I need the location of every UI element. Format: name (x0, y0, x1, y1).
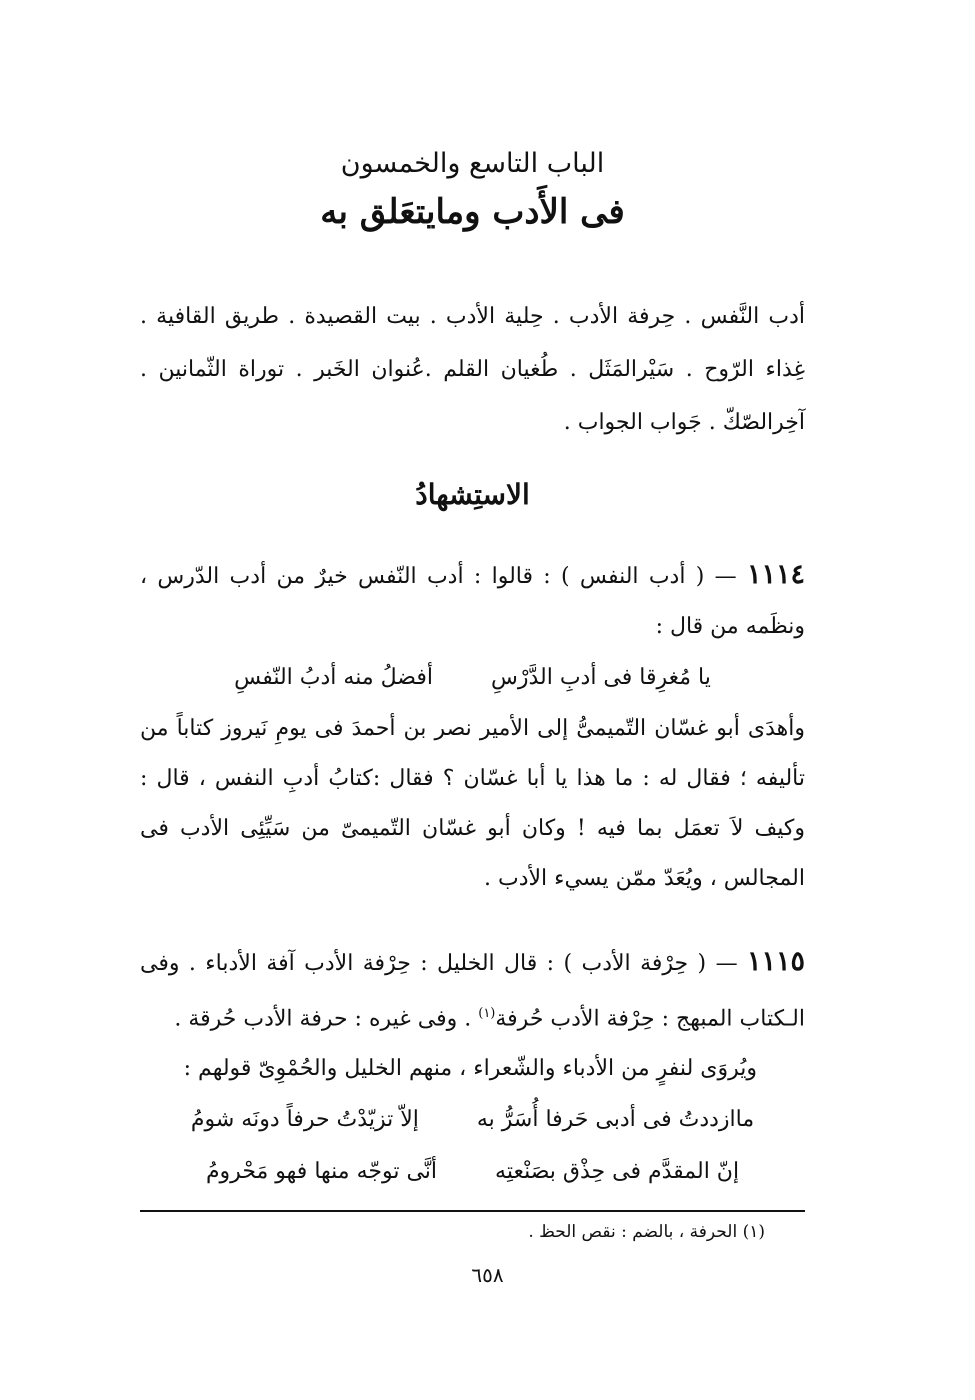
footnote: (١) الحرفة ، بالضم : نقص الحظ . (528, 1222, 765, 1242)
entry-lead-text: ( أدب النفس ) : قالوا : أدب النّفس خيرٌ من أدب الدّرس ، ونظَمه من قال : (140, 564, 805, 639)
footnote-marker: (١) (478, 1006, 496, 1021)
section-heading: الاستِشهادُ (415, 478, 530, 511)
footnote-divider (140, 1210, 805, 1212)
verse-first-hemistich: ماازددتُ فى أدبى حَرفا أُسَرُّ به (476, 1107, 755, 1133)
entry-body: ويُروَى لنفرٍ من الأدباء والشّعراء ، منهم الخليل والحُمْوِىّ قولهم : (183, 1056, 757, 1082)
entry-lead (140, 550, 805, 652)
entry-1114 (140, 550, 805, 904)
entry-lead-text: ( حِرْفة الأدب ) : قال الخليل : حِرْفة الأدب آفة الأدباء . وفى الـكتاب المبهج : حِرْفة الأدب حُرفة (140, 951, 805, 1032)
chapter-title: الباب التاسع والخمسون (340, 148, 605, 179)
topics-list: أدب النَّفس . حِرفة الأدب . حِلية الأدب . بيت القصيدة . طريق القافية . غِذاء الرّوح . سَيْرالمَثَل . طُغيان القلم .عُنوان الخَبر . توراة الثّمانين . آخِرالصّكّ . جَواب الجواب . (140, 304, 805, 435)
chapter-subtitle: فى الأَدب ومايتعَلق به (320, 192, 625, 232)
entry-body: وأهدَى أبو غسّان التّميمىُّ إلى الأمير نصر بن أحمدَ فى يومِ نَيروز كتاباً من تأليفه ؛ فقال له : ما هذا يا أبا غسّان ؟ فقال :كتابُ أدبِ النفس ، قال : وكيف لاَ تعمَل بما فيه ! وكان أبو غسّان التّميمىّ من سَيِّئِى الأدب فى المجالس ، ويُعَدّ ممّن يسيء الأدب . (140, 716, 805, 891)
verse-second-hemistich: أفضلُ منه أدبُ النّفسِ (234, 665, 433, 690)
entry-1115 (140, 937, 805, 1198)
entry-dash: — (715, 951, 738, 976)
entry-lead-tail: . وفى غيره : حرفة الأدب حُرقة . (174, 1006, 472, 1032)
entry-number: ١١١٤ (746, 559, 805, 590)
verse-line (140, 1146, 805, 1198)
entry-dash: — (714, 564, 737, 589)
verse-first-hemistich: إنّ المقدَّم فى حِذْق بصَنْعتِه (495, 1159, 740, 1185)
entry-lead (140, 937, 805, 1044)
page-number: ٦٥٨ (471, 1263, 504, 1287)
verse-line (140, 1094, 805, 1146)
verse-first-hemistich: يا مُغرِقا فى أدبِ الدَّرْسِ (490, 665, 711, 690)
entry-number: ١١١٥ (746, 946, 805, 977)
verse-second-hemistich: أنَّى توجّه منها فهو مَحْرومُ (205, 1159, 438, 1185)
verse-second-hemistich: إلاّ تزيّدْتُ حرفاً دونَه شومُ (190, 1107, 419, 1133)
verse-line (140, 652, 805, 704)
